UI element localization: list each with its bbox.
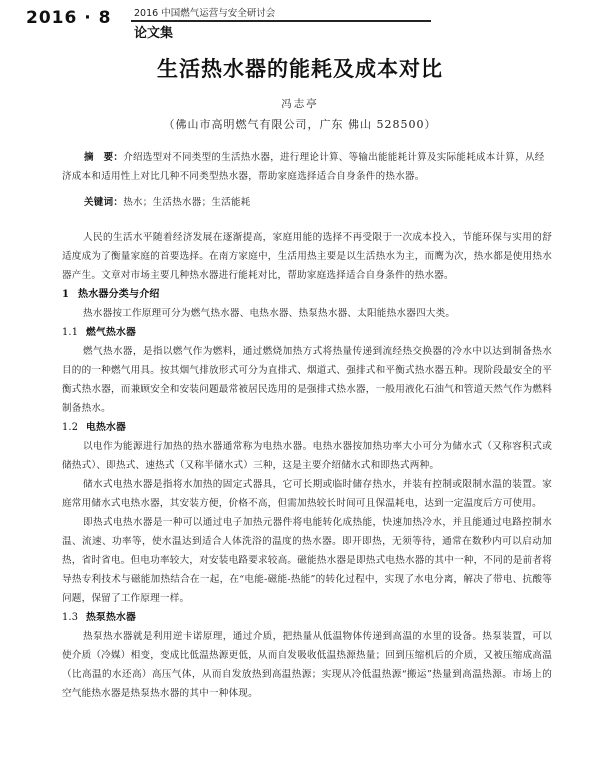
keywords-label: 关键词： xyxy=(84,197,124,208)
subsection-1-2-heading xyxy=(62,418,552,437)
subsection-title: 热泵热水器 xyxy=(86,612,136,623)
abstract-text: 介绍选型对不同类型的生活热水器，进行理论计算、等输出能能耗计算及实际能耗成本计算，从经济成本和适用性上对比几种不同类型热水器，帮助家庭选择适合自身条件的热水器。 xyxy=(62,152,545,182)
abstract xyxy=(62,148,552,186)
section-title: 热水器分类与介绍 xyxy=(78,289,160,300)
affiliation: （佛山市高明燃气有限公司，广东 佛山 528500） xyxy=(163,118,437,131)
collection-label: 论文集 xyxy=(134,26,174,41)
header-rule xyxy=(131,20,431,22)
keywords-text: 热水；生活热水器；生活能耗 xyxy=(123,197,251,208)
subsection-1-2-paragraph-1: 以电作为能源进行加热的热水器通常称为电热水器。电热水器按加热功率大小可分为储水式（又称容积式或储热式）、即热式、速热式（又称半储水式）三种，这是主要介绍储水式和即热式两种。 xyxy=(62,441,552,471)
subsection-1-2-paragraph-3: 即热式电热水器是一种可以通过电子加热元器件将电能转化成热能，快速加热冷水，并且能通过电路控制水温、流速、功率等，使水温达到适合人体洗浴的温度的热水器。即开即热，无须等待，通常在数秒内可以启动加热，省时省电。但电功率较大，对安装电路要求较高。磁能热水器是即热式电热水器的其中一种，不同的是前者将导热专利技术与磁能加热结合在一起，在“电能-磁能-热能”的转化过程中，实现了水电分离，解决了带电、抗酸等问题，保留了工作原理一样。 xyxy=(62,517,552,604)
subsection-1-2-paragraph-2: 储水式电热水器是指将水加热的固定式器具，它可长期或临时储存热水，并装有控制或限制水温的装置。家庭常用储水式电热水器，其安装方便，价格不高，但需加热较长时间可且保温耗电，达到一定温度后方可使用。 xyxy=(62,479,552,509)
keywords xyxy=(84,194,544,208)
abstract-label: 摘 要： xyxy=(84,152,124,163)
subsection-number: 1.2 xyxy=(62,422,79,433)
subsection-number: 1.1 xyxy=(62,327,79,338)
issue-number: 2016 · 8 xyxy=(26,8,112,28)
subsection-1-1-heading xyxy=(62,323,552,342)
author: 冯志亭 xyxy=(281,98,319,110)
paper-title: 生活热水器的能耗及成本对比 xyxy=(157,57,443,81)
section-1-heading xyxy=(62,285,552,304)
subsection-number: 1.3 xyxy=(62,612,79,623)
subsection-title: 燃气热水器 xyxy=(86,327,136,338)
subsection-1-3-heading xyxy=(62,608,552,627)
section-1-paragraph: 热水器按工作原理可分为燃气热水器、电热水器、热泵热水器、太阳能热水器四大类。 xyxy=(83,308,456,319)
section-number: 1 xyxy=(62,289,70,300)
body-text xyxy=(62,228,552,703)
conference-name: 2016 中国燃气运营与安全研讨会 xyxy=(134,8,276,19)
subsection-1-1-paragraph: 燃气热水器，是指以燃气作为燃料，通过燃烧加热方式将热量传递到流经热交换器的冷水中以达到制备热水目的的一种燃气用具。按其烟气排放形式可分为直排式、烟道式、强排式和平衡式热水器五种。现阶段最安全的平衡式热水器，而兼顾安全和安装问题最常被居民选用的是强排式热水器，一般用液化石油气和管道天然气作为燃料制备热水。 xyxy=(62,346,552,414)
intro-paragraph: 人民的生活水平随着经济发展在逐渐提高，家庭用能的选择不再受限于一次成本投入，节能环保与实用的舒适度成为了衡量家庭的首要选择。在南方家庭中，生活用热主要是以生活热水为主，而鹰为次，热水都是使用热水器产生。文章对市场主要几种热水器进行能耗对比，帮助家庭选择适合自身条件的热水器。 xyxy=(62,232,552,281)
subsection-title: 电热水器 xyxy=(86,422,126,433)
subsection-1-3-paragraph: 热泵热水器就是利用逆卡诺原理，通过介质，把热量从低温物体传递到高温的水里的设备。热泵装置，可以使介质（冷媒）相变，变成比低温热源更低，从而自发吸收低温热源热量；回到压缩机后的介质，又被压缩成高温（比高温的水还高）高压气体，从而自发放热到高温热源；实现从冷低温热源“搬运”热量到高温热源。市场上的空气能热水器是热泵热水器的其中一种体现。 xyxy=(62,631,552,699)
